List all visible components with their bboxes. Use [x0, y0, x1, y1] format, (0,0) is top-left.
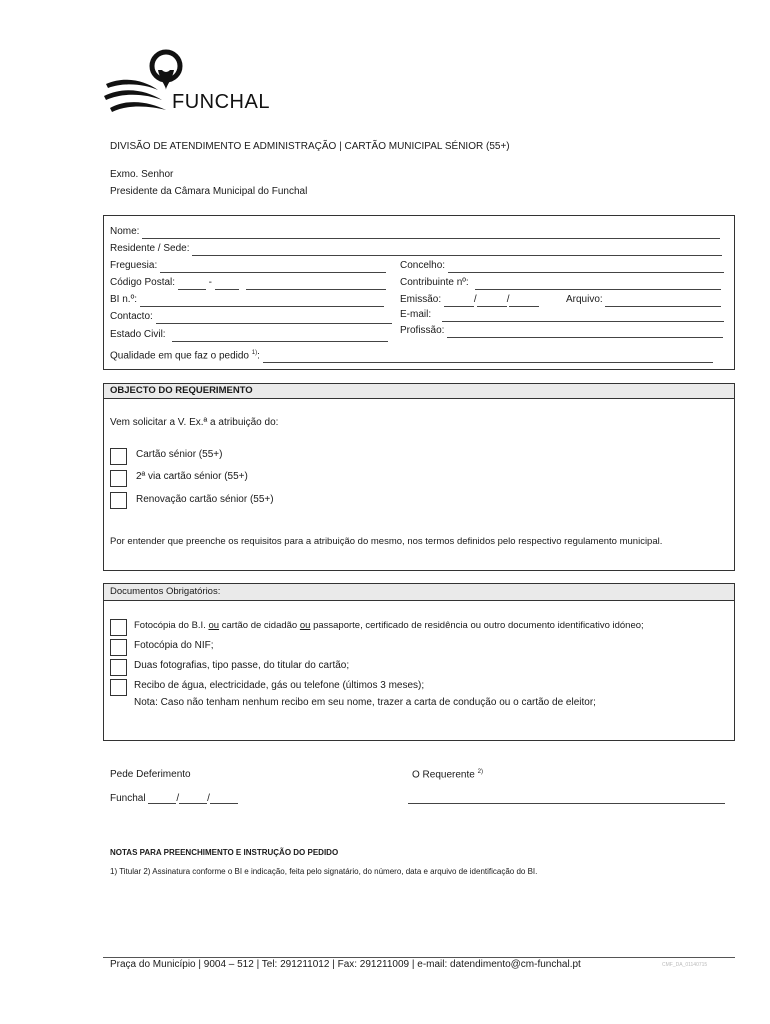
concelho-label: Concelho: — [400, 260, 446, 271]
contacto-field[interactable] — [156, 312, 392, 324]
emissao-label: Emissão: — [400, 294, 442, 305]
doc-bi-part1: Fotocópia do B.I. — [134, 620, 206, 631]
contribuinte-field[interactable] — [475, 278, 721, 290]
objecto-box — [103, 383, 735, 571]
checkbox-doc-nif[interactable] — [110, 639, 127, 656]
date-day-field[interactable] — [148, 792, 176, 804]
doc-fotografias-label: Duas fotografias, tipo passe, do titular do cartão; — [134, 660, 350, 671]
emissao-row[interactable]: Emissão: / / — [400, 293, 539, 307]
email-label: E-mail: — [400, 309, 432, 320]
doc-bi-label — [134, 620, 644, 631]
arquivo-label: Arquivo: — [566, 294, 603, 305]
emissao-month-field[interactable] — [477, 295, 507, 307]
nome-row[interactable] — [110, 225, 720, 239]
estado-civil-row[interactable] — [110, 328, 388, 342]
doc-recibo-label: Recibo de água, electricidade, gás ou telefone (últimos 3 meses); — [134, 680, 425, 691]
bi-row[interactable] — [110, 293, 384, 307]
footer-divider — [103, 957, 735, 958]
contribuinte-label: Contribuinte nº: — [400, 277, 469, 288]
documentos-box — [103, 583, 735, 741]
date-year-field[interactable] — [210, 792, 238, 804]
qualidade-field[interactable] — [263, 351, 713, 363]
date-sep2: / — [207, 793, 210, 804]
funchal-logo — [104, 46, 274, 118]
doc-bi-part2: cartão de cidadão — [221, 620, 298, 631]
greeting-line1: Exmo. Senhor — [110, 169, 174, 180]
option-cartao-senior: Cartão sénior (55+) — [136, 449, 223, 460]
identification-box — [103, 215, 735, 370]
contribuinte-row[interactable] — [400, 276, 721, 290]
checkbox-doc-bi[interactable] — [110, 619, 127, 636]
doc-nota: Nota: Caso não tenham nenhum recibo em seu nome, trazer a carta de condução ou o cartão de eleitor; — [134, 697, 596, 708]
concelho-row[interactable] — [400, 259, 724, 273]
profissao-field[interactable] — [447, 326, 723, 338]
emissao-year-field[interactable] — [509, 295, 539, 307]
estado-civil-label: Estado Civil: — [110, 329, 166, 340]
arquivo-row[interactable] — [566, 293, 721, 307]
bi-field[interactable] — [140, 295, 384, 307]
objecto-closing: Por entender que preenche os requisitos para a atribuição do mesmo, nos termos definidos pelo respectivo regulamento municipal. — [110, 536, 663, 547]
profissao-row[interactable] — [400, 324, 723, 338]
localidade-field[interactable] — [246, 278, 386, 290]
checkbox-segunda-via[interactable] — [110, 470, 127, 487]
residente-row[interactable] — [110, 242, 722, 256]
residente-field[interactable] — [192, 244, 722, 256]
contacto-label: Contacto: — [110, 311, 153, 322]
funchal-date-row[interactable] — [110, 792, 238, 804]
signature-line[interactable] — [408, 802, 725, 804]
emissao-day-field[interactable] — [444, 295, 474, 307]
qualidade-label: Qualidade em que faz o pedido — [110, 350, 249, 362]
codigo-postal-sep: - — [208, 277, 212, 288]
notes-text: 1) Titular 2) Assinatura conforme o BI e indicação, feita pelo signatário, do número, data e arquivo de identificação do BI. — [110, 867, 538, 876]
notes-title: NOTAS PARA PREENCHIMENTO E INSTRUÇÃO DO PEDIDO — [110, 848, 339, 857]
logo-wordmark: FUNCHAL — [172, 91, 270, 113]
funchal-label: Funchal — [110, 793, 146, 804]
estado-civil-field[interactable] — [172, 330, 388, 342]
checkbox-doc-fotografias[interactable] — [110, 659, 127, 676]
profissao-label: Profissão: — [400, 325, 445, 336]
pede-deferimento: Pede Deferimento — [110, 769, 191, 780]
documentos-title: Documentos Obrigatórios: — [104, 584, 734, 601]
doc-bi-part3: passaporte, certificado de residência ou outro documento identificativo idóneo; — [313, 620, 644, 631]
nome-label: Nome: — [110, 226, 140, 237]
checkbox-cartao-senior[interactable] — [110, 448, 127, 465]
bi-label: BI n.º: — [110, 294, 137, 305]
qualidade-row[interactable] — [110, 346, 713, 360]
freguesia-row[interactable] — [110, 259, 386, 273]
codigo-postal-field1[interactable] — [178, 278, 206, 290]
codigo-postal-row[interactable] — [110, 276, 386, 290]
requerente-label — [412, 769, 483, 780]
footer-contact: Praça do Município | 9004 – 512 | Tel: 291211012 | Fax: 291211009 | e-mail: datendimento@cm-funchal.pt — [110, 959, 581, 970]
codigo-postal-field2[interactable] — [215, 278, 239, 290]
objecto-intro: Vem solicitar a V. Ex.ª a atribuição do: — [110, 417, 279, 428]
doc-bi-ou2: ou — [299, 620, 311, 631]
email-field[interactable] — [442, 310, 724, 322]
checkbox-renovacao[interactable] — [110, 492, 127, 509]
freguesia-label: Freguesia: — [110, 260, 158, 271]
qualidade-footnote: 1) — [251, 350, 258, 356]
checkbox-doc-recibo[interactable] — [110, 679, 127, 696]
document-title: DIVISÃO DE ATENDIMENTO E ADMINISTRAÇÃO | CARTÃO MUNICIPAL SÉNIOR (55+) — [110, 141, 510, 152]
nome-field[interactable] — [142, 227, 720, 239]
codigo-postal-label: Código Postal: — [110, 277, 176, 288]
doc-bi-ou1: ou — [208, 620, 220, 631]
contacto-row[interactable] — [110, 310, 392, 324]
requerente-text: O Requerente — [412, 769, 475, 781]
greeting-line2: Presidente da Câmara Municipal do Funchal — [110, 186, 308, 197]
email-row[interactable] — [400, 308, 724, 322]
objecto-title: OBJECTO DO REQUERIMENTO — [104, 384, 734, 399]
residente-label: Residente / Sede: — [110, 243, 190, 254]
option-segunda-via: 2ª via cartão sénior (55+) — [136, 471, 248, 482]
freguesia-field[interactable] — [160, 261, 386, 273]
arquivo-field[interactable] — [605, 295, 721, 307]
requerente-footnote: 2) — [477, 769, 483, 775]
concelho-field[interactable] — [448, 261, 724, 273]
date-month-field[interactable] — [179, 792, 207, 804]
qualidade-colon: : — [257, 350, 260, 362]
option-renovacao: Renovação cartão sénior (55+) — [136, 494, 274, 505]
doc-nif-label: Fotocópia do NIF; — [134, 640, 214, 651]
footer-code: CMF_DA_01140715 — [662, 962, 708, 968]
date-sep1: / — [176, 793, 180, 804]
